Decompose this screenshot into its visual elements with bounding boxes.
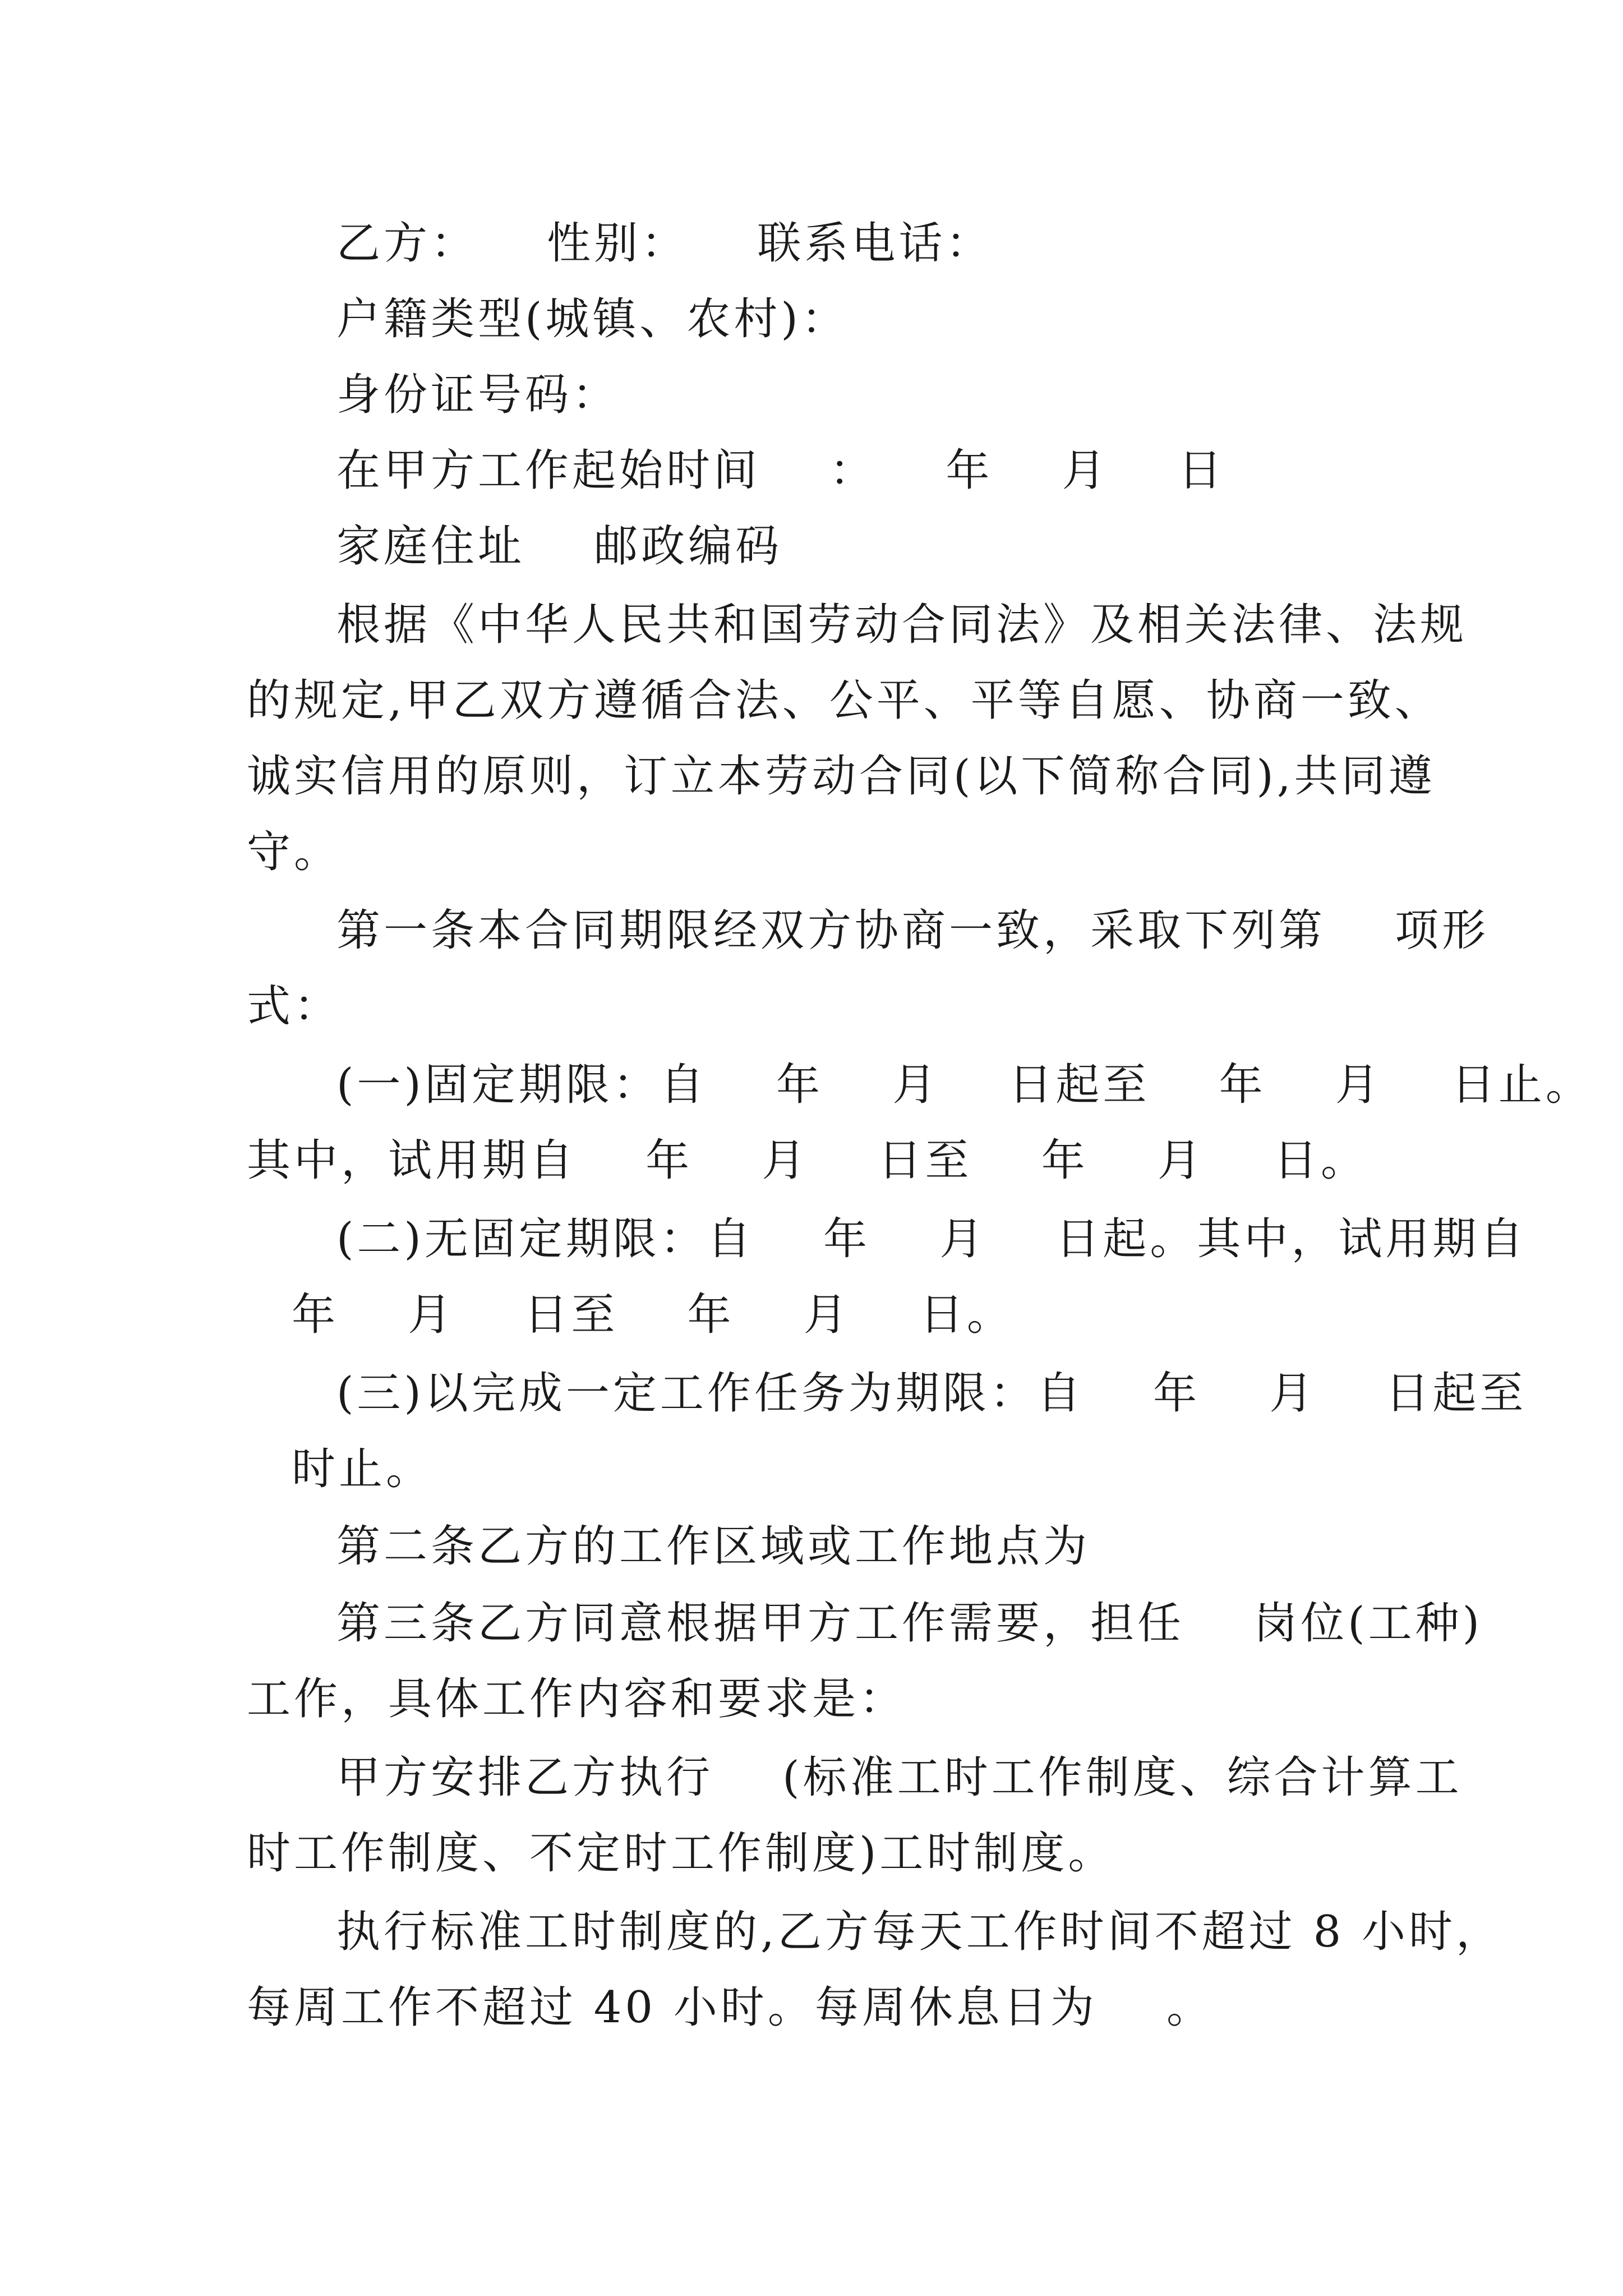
fixed-term-line-2: 其中，试用期自 年 月 日至 年 月 日。 (247, 1135, 1368, 1186)
article-2-line: 第二条乙方的工作区域或工作地点为 (336, 1521, 1091, 1572)
article-1-line-1: 第一条本合同期限经双方协商一致，采取下列第 项形 (336, 905, 1490, 956)
start-date-line: 在甲方工作起始时间 ： 年 月 日 (336, 445, 1225, 496)
task-term-line-2: 时止。 (292, 1444, 434, 1494)
work-hours-system-line-1: 甲方安排乙方执行 (标准工时工作制度、综合计算工 (336, 1752, 1463, 1803)
work-hours-system-line-2: 时工作制度、不定时工作制度)工时制度。 (247, 1828, 1115, 1879)
preamble-line-1: 根据《中华人民共和国劳动合同法》及相关法律、法规 (336, 600, 1468, 650)
open-term-line-1: (二)无固定期限：自 年 月 日起。其中，试用期自 (336, 1214, 1527, 1264)
preamble-line-4: 守。 (247, 827, 342, 877)
article-3-line-1: 第三条乙方同意根据甲方工作需要，担任 岗位(工种) (336, 1598, 1483, 1649)
article-1-line-2: 式： (247, 981, 342, 1032)
article-3-line-2: 工作，具体工作内容和要求是： (247, 1674, 907, 1724)
preamble-line-3: 诚实信用的原则，订立本劳动合同(以下简称合同),共同遵 (247, 751, 1436, 802)
standard-hours-line-2: 每周工作不超过 40 小时。每周休息日为 。 (247, 1982, 1214, 2033)
standard-hours-line-1: 执行标准工时制度的,乙方每天工作时间不超过 8 小时， (336, 1907, 1504, 1957)
open-term-line-2: 年 月 日至 年 月 日。 (292, 1290, 1014, 1340)
fixed-term-line-1: (一)固定期限：自 年 月 日起至 年 月 日止。 (336, 1060, 1593, 1110)
address-line: 家庭住址 邮政编码 (336, 521, 783, 572)
preamble-line-2: 的规定,甲乙双方遵循合法、公平、平等自愿、协商一致、 (247, 675, 1442, 726)
household-type-line: 户籍类型(城镇、农村)： (336, 294, 849, 344)
party-b-info-line: 乙方： 性别： 联系电话： (336, 218, 993, 269)
id-number-line: 身份证号码： (336, 370, 620, 420)
task-term-line-1: (三)以完成一定工作任务为期限：自 年 月 日起至 (336, 1368, 1527, 1419)
